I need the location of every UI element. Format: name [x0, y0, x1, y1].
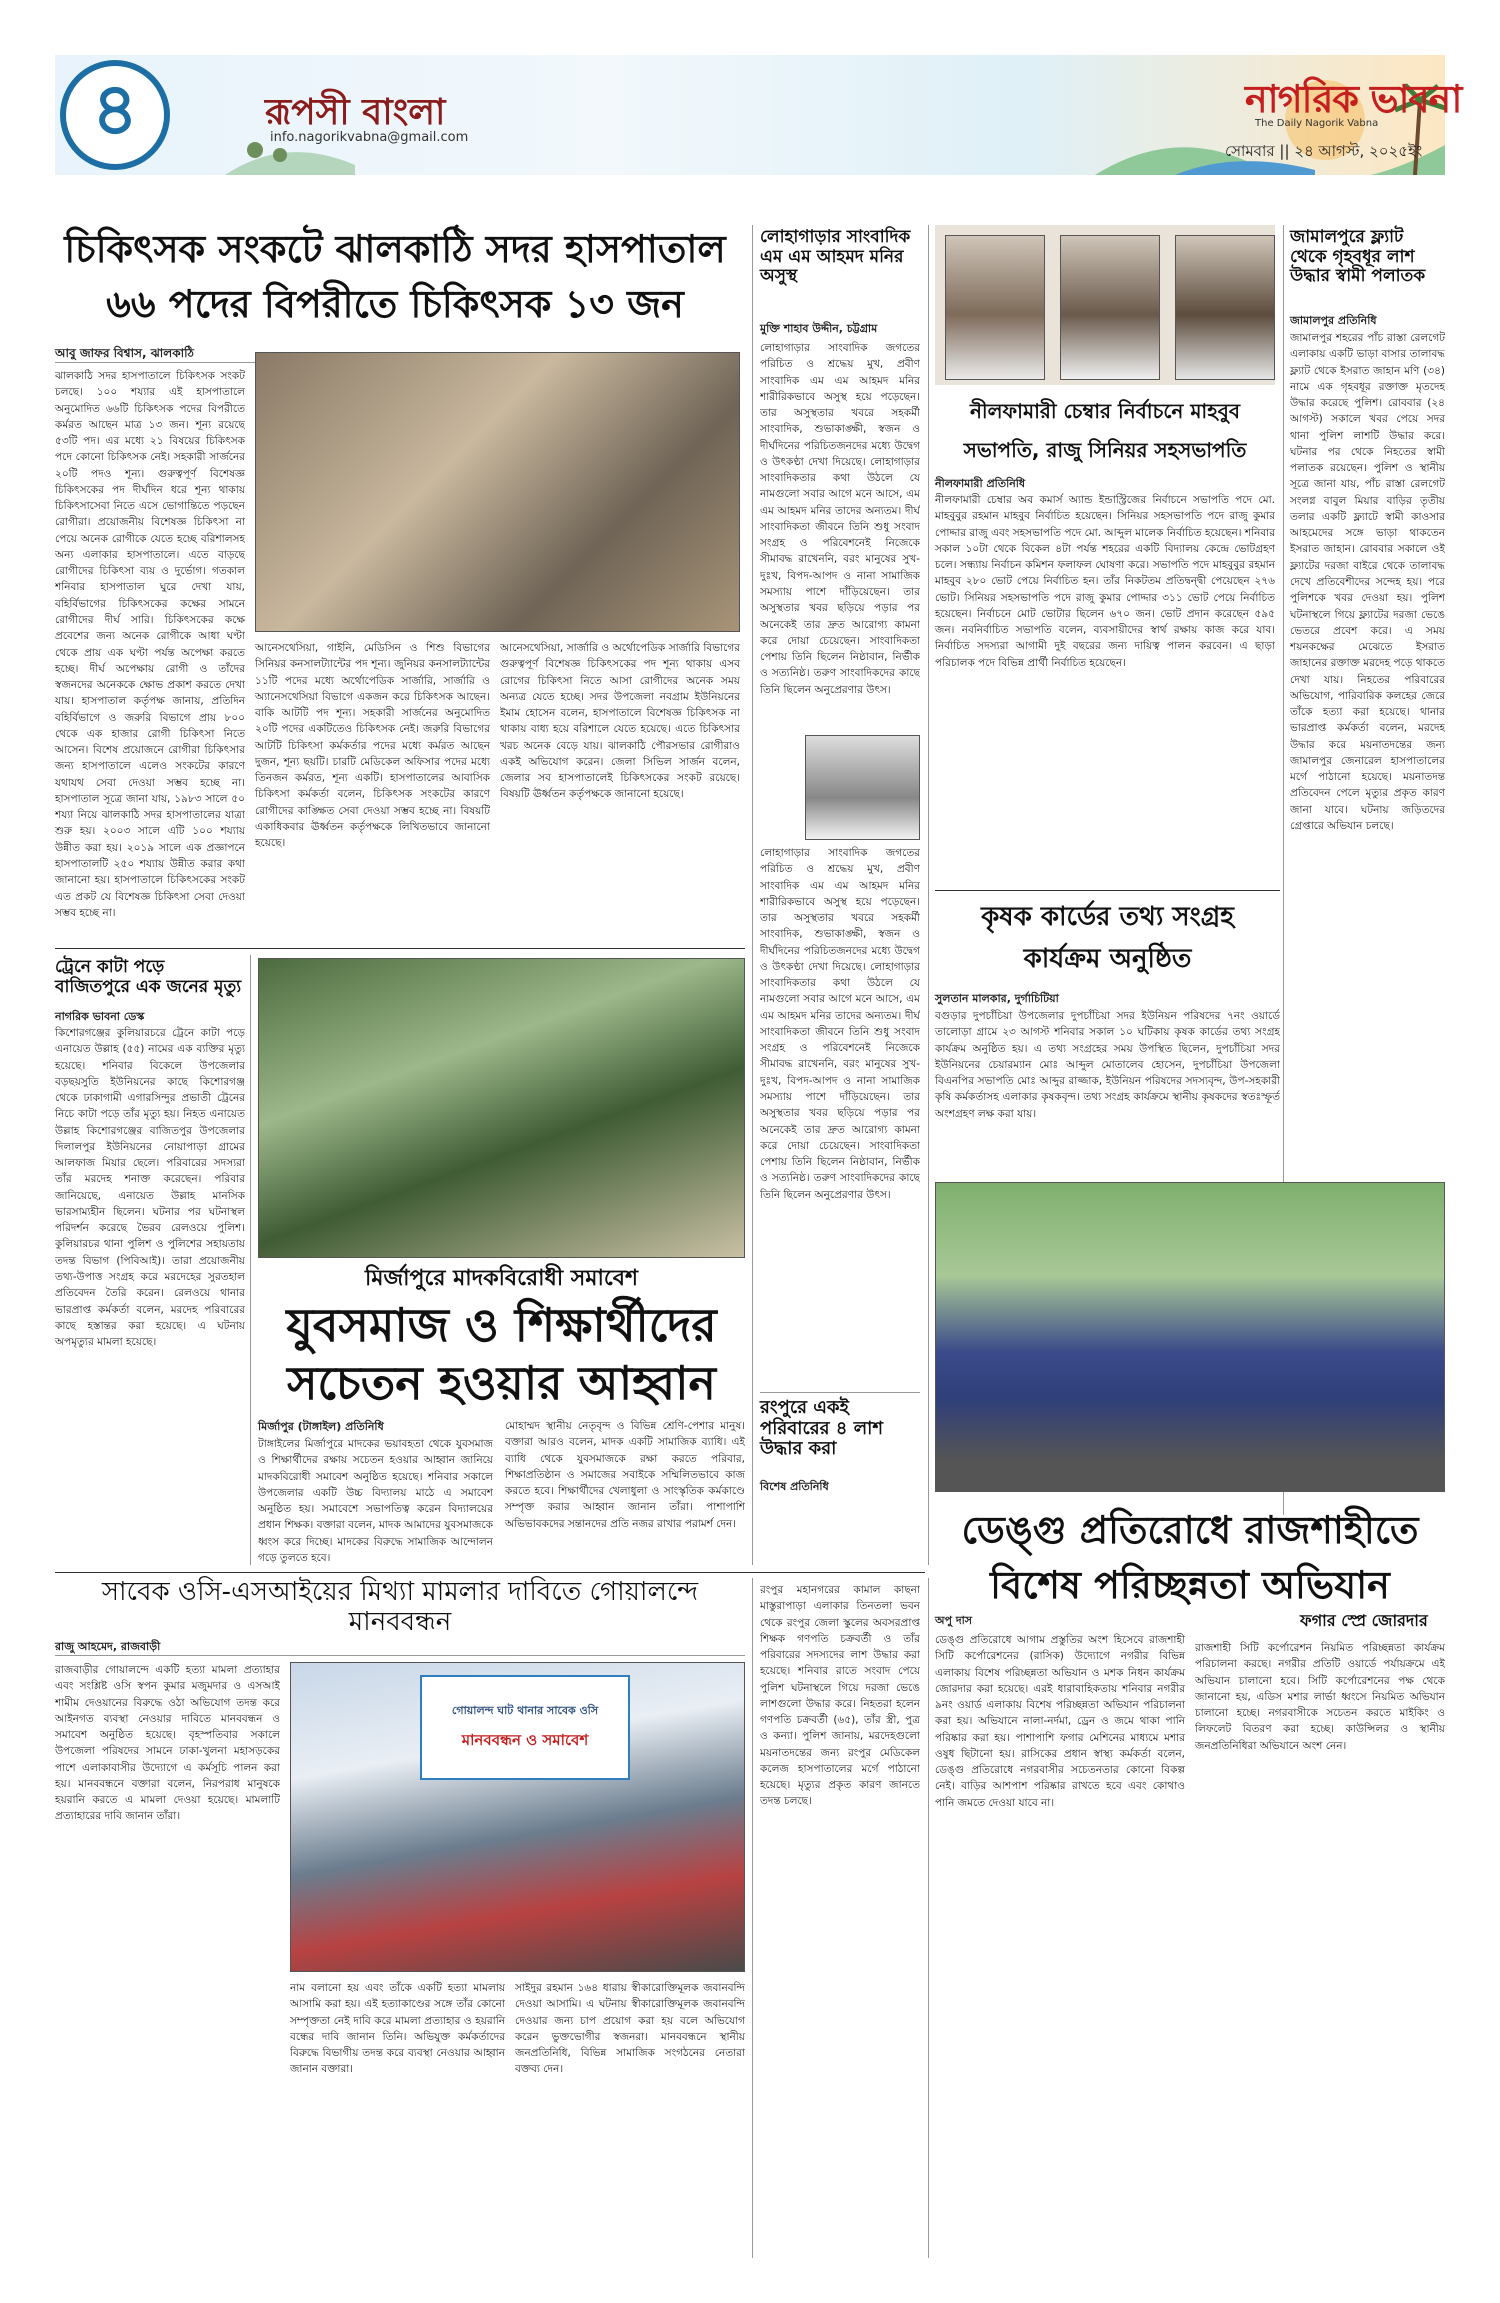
divider: [760, 1392, 920, 1393]
youth-headline-1: যুবসমাজ ও শিক্ষার্থীদের: [286, 1297, 717, 1352]
nilphamari-body: নীলফামারী চেম্বার অব কমার্স অ্যান্ড ইন্ডাস্ট্রিজের নির্বাচনে সভাপতি পদে মো. মাহবুবুর রহমান মাহবুব নির্বাচিত হয়েছেন। সিনিয়র সহসভাপতি পদে রাজু কুমার পোদ্দার রাজু এবং সহসভাপতি পদে মো. আব্দুল মালেক নির্বাচিত হয়েছেন। শনিবার সকাল ১০টা থেকে বিকেল ৪টা পর্যন্ত শহরের একটি বিদ্যালয় কেন্দ্রে ভোটগ্রহণ চলে। সন্ধ্যায় নির্বাচন কমিশন ফলাফল ঘোষণা করে। সভাপতি পদে মাহবুবুর রহমান মাহবুব ২৮০ ভোট পেয়ে নির্বাচিত হন। তাঁর নিকটতম প্রতিদ্বন্দ্বী পেয়েছেন ২৭৬ ভোট। সিনিয়র সহসভাপতি পদে রাজু কুমার পোদ্দার ৩১১ ভোট পেয়ে নির্বাচিত হয়েছেন। নির্বাচনে মোট ভোটার ছিলেন ৬৭০ জন। ভোট প্রদান করেছেন ৫৯৫ জন। নবনির্বাচিত সভাপতি বলেন, ব্যবসায়ীদের স্বার্থ রক্ষায় কাজ করে যাব। নির্বাচিত সদস্যরা আগামী দুই বছরের জন্য দায়িত্ব পালন করবেন। এ ছাড়া পরিচালক পদে বিভিন্ন প্রার্থী নির্বাচিত হয়েছেন।: [935, 494, 1275, 669]
dengue-headline-2: বিশেষ পরিচ্ছন্নতা অভিযান: [990, 1563, 1390, 1608]
goalanda-headline: সাবেক ওসি-এসআইয়ের মিথ্যা মামলার দাবিতে গোয়ালন্দে মানববন্ধন: [101, 1577, 699, 1637]
dengue-body-b: রাজশাহী সিটি কর্পোরেশন নিয়মিত পরিচ্ছন্নতা কার্যক্রম পরিচালনা করছে। নগরীর প্রতিটি ওয়ার্ডে পর্যায়ক্রমে এই অভিযান চালানো হবে। সিটি কর্পোরেশনের পক্ষ থেকে জানানো হয়, এডিস মশার লার্ভা ধ্বংসে নিয়মিত অভিযান চালানো হচ্ছে। নগরবাসীকে সচেতন করতে মাইকিং ও লিফলেট বিতরণ করা হচ্ছে। কাউন্সিলর ও স্থানীয় জনপ্রতিনিধিরা অভিযানে অংশ নেন।: [1195, 1642, 1445, 1752]
lohagara-byline: মুক্তি শাহাব উদ্দীন, চট্টগ্রাম: [760, 322, 878, 335]
story1-headline-1: চিকিৎসক সংকটে ঝালকাঠি সদর হাসপাতাল: [64, 227, 726, 272]
rally-photo: [258, 958, 745, 1258]
portrait-1: [945, 235, 1045, 380]
hospital-crowd-photo: [255, 352, 740, 632]
farmer-body: বগুড়ার দুপচাঁচিয়া উপজেলার দুপচাঁচিয়া সদর ইউনিয়ন পরিষদের ৭নং ওয়ার্ডে তালোড়া গ্রামে ২৩ আগস্ট শনিবার সকাল ১০ ঘটিকায় কৃষক কার্ডের তথ্য সংগ্রহ কার্যক্রম অনুষ্ঠিত হয়। এ তথ্য সংগ্রহের সময় উপস্থিত ছিলেন, দুপচাঁচিয়া সদর ইউনিয়নের চেয়ারম্যান মোঃ আব্দুল মোতালেব হোসেন, দুপচাঁচিয়া উপজেলা বিএনপির সভাপতি মোঃ আব্দুর রাজ্জাক, ইউনিয়ন পরিষদের সদস্যবৃন্দ, উপ-সহকারী কৃষি কর্মকর্তাসহ এলাকার কৃষকবৃন্দ। তথ্য সংগ্রহ কার্যক্রমে স্থানীয় কৃষকদের স্বতঃস্ফূর্ত অংশগ্রহণ লক্ষ করা যায়।: [935, 1010, 1280, 1120]
divider: [55, 948, 745, 949]
jamalpur-headline: জামালপুরে ফ্ল্যাট থেকে গৃহবধূর লাশ উদ্ধার স্বামী পলাতক: [1290, 227, 1426, 287]
lohagara-headline: লোহাগাড়ার সাংবাদিক এম এম আহমদ মনির অসুস্থ: [760, 227, 911, 287]
youth-body-a: টাঙ্গাইলের মির্জাপুরে মাদকের ভয়াবহতা থেকে যুবসমাজ ও শিক্ষার্থীদের রক্ষায় সচেতন হওয়ার আহ্বান জানিয়ে মাদকবিরোধী সমাবেশ অনুষ্ঠিত হয়েছে। শনিবার সকালে উপজেলার একটি উচ্চ বিদ্যালয় মাঠে এ সমাবেশ অনুষ্ঠিত হয়। সমাবেশে সভাপতিত্ব করেন বিদ্যালয়ের প্রধান শিক্ষক। বক্তারা বলেন, মাদক আমাদের যুবসমাজকে ধ্বংস করে দিচ্ছে। মাদকের বিরুদ্ধে সামাজিক আন্দোলন গড়ে তুলতে হবে।: [258, 1438, 493, 1564]
train-headline: ট্রেনে কাটা পড়ে বাজিতপুরে এক জনের মৃত্যু: [55, 957, 242, 997]
rangpur-body: রংপুর মহানগরের কামাল কাছনা মাস্তুরাপাড়া এলাকার তিনতলা ভবন থেকে রংপুর জেলা স্কুলের অবসরপ্রাপ্ত শিক্ষক গণপতি চক্রবর্তী ও তাঁর পরিবারের সদস্যদের লাশ উদ্ধার করা হয়েছে। শনিবার রাতে সংবাদ পেয়ে পুলিশ ঘটনাস্থলে গিয়ে দরজা ভেঙে লাশগুলো উদ্ধার করে। নিহতরা হলেন গণপতি চক্রবর্তী (৬৫), তাঁর স্ত্রী, পুত্র ও কন্যা। পুলিশ জানায়, মরদেহগুলো ময়নাতদন্তের জন্য রংপুর মেডিকেল কলেজ হাসপাতালের মর্গে পাঠানো হয়েছে। মৃত্যুর প্রকৃত কারণ জানতে তদন্ত চলছে।: [760, 1584, 920, 1808]
story1-headline-2: ৬৬ পদের বিপরীতে চিকিৎসক ১৩ জন: [106, 282, 684, 327]
goalanda-body-c: সাইদুর রহমান ১৬৪ ধারায় স্বীকারোক্তিমূলক জবানবন্দি দেওয়া আসামি। এ ঘটনায় স্বীকারোক্তিমূলক জবানবন্দি দেওয়ার জন্য চাপ প্রয়োগ করা হয় বলে অভিযোগ করেন ভুক্তভোগীর স্বজনরা। মানববন্ধনে স্থানীয় জনপ্রতিনিধি, বিভিন্ন সামাজিক সংগঠনের নেতারা বক্তব্য দেন।: [515, 1982, 745, 2076]
dengue-subhead: ফগার স্প্রে জোরদার: [1300, 1611, 1428, 1630]
divider: [250, 955, 251, 1565]
banner-line-1: গোয়ালন্দ ঘাট থানার সাবেক ওসি: [451, 1703, 599, 1717]
contact-email[interactable]: info.nagorikvabna@gmail.com: [270, 130, 469, 145]
divider: [752, 1578, 753, 2258]
rangpur-headline: রংপুরে একই পরিবারের ৪ লাশ উদ্ধার করা: [760, 1397, 884, 1460]
story1-body-a: ঝালকাঠি সদর হাসপাতালে চিকিৎসক সংকট চলছে। ১০০ শয্যার এই হাসপাতালে অনুমোদিত ৬৬টি চিকিৎসক পদের বিপরীতে কর্মরত আছেন মাত্র ১৩ জন। শূন্য রয়েছে ৫৩টি পদ। এর মধ্যে ২১ বিষয়ের চিকিৎসক পদে কোনো চিকিৎসক নেই। সহকারী সার্জনের ২০টি পদও শূন্য। গুরুত্বপূর্ণ বিশেষজ্ঞ চিকিৎসকের পদ দীর্ঘদিন ধরে শূন্য থাকায় চিকিৎসাসেবা নিতে এসে ভোগান্তিতে পড়ছেন রোগীরা। প্রয়োজনীয় বিশেষজ্ঞ চিকিৎসা না পেয়ে অনেক রোগীকে যেতে হচ্ছে বরিশালসহ অন্য এলাকার হাসপাতালে। এতে বাড়ছে রোগীদের চিকিৎসা ব্যয় ও দুর্ভোগ। গতকাল শনিবার হাসপাতাল ঘুরে দেখা যায়, বহির্বিভাগের চিকিৎসকের কক্ষের সামনে রোগীদের দীর্ঘ সারি। চিকিৎসকের কক্ষে প্রবেশের জন্য অনেক রোগীকে আধা ঘণ্টা থেকে প্রায় এক ঘণ্টা পর্যন্ত অপেক্ষা করতে হচ্ছে। দীর্ঘ অপেক্ষায় রোগী ও তাঁদের স্বজনদের অনেককে ক্ষোভ প্রকাশ করতে দেখা যায়। হাসপাতাল কর্তৃপক্ষ জানায়, প্রতিদিন বহির্বিভাগে ও জরুরি বিভাগে প্রায় ৮০০ থেকে এক হাজার রোগী চিকিৎসা নিতে আসেন। বিশেষ প্রয়োজনে রোগীরা চিকিৎসার জন্য হাসপাতালে এলেও সংকটের কারণে যথাযথ সেবা দেওয়া সম্ভব হচ্ছে না। হাসপাতাল সূত্রে জানা যায়, ১৯৮৩ সালে ৫০ শয্যা নিয়ে ঝালকাঠি সদর হাসপাতালের যাত্রা শুরু হয়। ২০০৩ সালে এটি ১০০ শয্যায় উন্নীত করা হয়। ২০১৯ সালে এক প্রজ্ঞাপনে হাসপাতালটি ২৫০ শয্যায় উন্নীত করার কথা জানানো হয়। হাসপাতালে চিকিৎসকের সংকট এত প্রকট যে বিশেষজ্ঞ চিকিৎসা সেবা দেওয়া সম্ভব হচ্ছে না।: [55, 370, 245, 919]
protest-banner: [420, 1675, 630, 1780]
page-number: ৪: [60, 60, 170, 170]
cleaning-workers-photo: [935, 1182, 1445, 1492]
portrait-3: [1175, 235, 1275, 380]
banner-line-2: মানববন্ধন ও সমাবেশ: [461, 1730, 589, 1749]
nilphamari-headline-2: সভাপতি, রাজু সিনিয়র সহসভাপতি: [963, 437, 1247, 462]
lohagara-body-a: লোহাগাড়ার সাংবাদিক জগতের পরিচিত ও শ্রদ্ধেয় মুখ, প্রবীণ সাংবাদিক এম এম আহমদ মনির শারীরিকভাবে অসুস্থ হয়ে পড়েছেন। তার অসুস্থতার খবরে সহকর্মী সাংবাদিক, শুভাকাঙ্ক্ষী, স্বজন ও দীর্ঘদিনের পরিচিতজনদের মধ্যে উদ্বেগ ও উৎকণ্ঠা দেখা দিয়েছে। লোহাগাড়ার সাংবাদিকতার কথা উঠলে যে নামগুলো সবার আগে মনে আসে, এম এম আহমদ মনির তাদের অন্যতম। দীর্ঘ সাংবাদিকতা জীবনে তিনি শুধু সংবাদ সংগ্রহ ও পরিবেশনেই নিজেকে সীমাবদ্ধ রাখেননি, বরং মানুষের সুখ-দুঃখ, বিপদ-আপদ ও নানা সামাজিক সমস্যায় পাশে দাঁড়িয়েছেন। তার অসুস্থতার খবর ছড়িয়ে পড়ার পর অনেকেই তার দ্রুত আরোগ্য কামনা করে দোয়া চেয়েছেন। সাংবাদিকতা পেশায় তিনি ছিলেন নিষ্ঠাবান, নির্ভীক ও সত্যনিষ্ঠ। তরুণ সাংবাদিকদের কাছে তিনি ছিলেন অনুপ্রেরণার উৎস।: [760, 342, 920, 696]
rangpur-byline: বিশেষ প্রতিনিধি: [760, 1480, 829, 1493]
train-body: কিশোরগঞ্জের কুলিয়ারচরে ট্রেনে কাটা পড়ে এনায়েত উল্লাহ (৫৫) নামের এক ব্যক্তির মৃত্যু হয়েছে। শনিবার বিকেলে উপজেলার বড়ছয়সুতি ইউনিয়নের কাছে কিশোরগঞ্জ থেকে ঢাকাগামী এগারসিন্দুর প্রভাতী ট্রেনের নিচে কাটা পড়ে তাঁর মৃত্যু হয়। নিহত এনায়েত উল্লাহ কিশোরগঞ্জের বাজিতপুর উপজেলার দিলালপুর ইউনিয়নের নোয়াপাড়া গ্রামের আলফাজ মিয়ার ছেলে। পরিবারের সদস্যরা তাঁর মরদেহ শনাক্ত করেছেন। পরিবার জানিয়েছে, এনায়েত উল্লাহ মানসিক ভারসাম্যহীন ছিলেন। ঘটনার পর ঘটনাস্থল পরিদর্শন করেছে ভৈরব রেলওয়ে পুলিশ। কুলিয়ারচর থানা পুলিশ ও পুলিশের সহায়তায় তদন্ত বিভাগ (পিবিআই)। তারা প্রয়োজনীয় তথ্য-উপাত্ত সংগ্রহ করে মরদেহের সুরতহাল প্রতিবেদন তৈরি করেন। রেলওয়ে থানার ভারপ্রাপ্ত কর্মকর্তা বলেন, মরদেহ পরিবারের কাছে হস্তান্তর করা হয়েছে। এ ঘটনায় অপমৃত্যুর মামলা হয়েছে।: [55, 1027, 245, 1349]
goalanda-body-a: রাজবাড়ীর গোয়ালন্দে একটি হত্যা মামলা প্রত্যাহার এবং সংশ্লিষ্ট ওসি স্বপন কুমার মজুমদার ও এসআই শামীম দেওয়ানের বিরুদ্ধে ওঠা অভিযোগ তদন্ত করে আইনগত ব্যবস্থা নেওয়ার দাবিতে মানববন্ধন ও সমাবেশ অনুষ্ঠিত হয়েছে। বৃহস্পতিবার সকালে উপজেলা পরিষদের সামনে ঢাকা-খুলনা মহাসড়কের পাশে এলাকাবাসীর উদ্যোগে এ কর্মসূচি পালন করা হয়। মানববন্ধনে বক্তারা বলেন, নিরপরাধ মানুষকে হয়রানি করতে এ মামলা দেওয়া হয়েছে। মামলাটি প্রত্যাহারের দাবি জানান তাঁরা।: [55, 1664, 280, 1823]
divider: [928, 1578, 929, 2258]
youth-body-b: মোহাম্মদ স্থানীয় নেতৃবৃন্দ ও বিভিন্ন শ্রেণি-পেশার মানুষ। বক্তারা আরও বলেন, মাদক একটি সামাজিক ব্যাধি। এই ব্যাধি থেকে যুবসমাজকে রক্ষা করতে পরিবার, শিক্ষাপ্রতিষ্ঠান ও সমাজের সবাইকে সম্মিলিতভাবে কাজ করতে হবে। শিক্ষার্থীদের খেলাধুলা ও সাংস্কৃতিক কর্মকাণ্ডে সম্পৃক্ত করার আহ্বান জানান তাঁরা। পাশাপাশি অভিভাবকদের সন্তানদের প্রতি নজর রাখার পরামর্শ দেন।: [505, 1420, 745, 1530]
divider: [752, 225, 753, 1565]
newspaper-logo: নাগরিক ভাবনা: [1245, 76, 1462, 121]
lohagara-body-b: লোহাগাড়ার সাংবাদিক জগতের পরিচিত ও শ্রদ্ধেয় মুখ, প্রবীণ সাংবাদিক এম এম আহমদ মনির শারীরিকভাবে অসুস্থ হয়ে পড়েছেন। তার অসুস্থতার খবরে সহকর্মী সাংবাদিক, শুভাকাঙ্ক্ষী, স্বজন ও দীর্ঘদিনের পরিচিতজনদের মধ্যে উদ্বেগ ও উৎকণ্ঠা দেখা দিয়েছে। লোহাগাড়ার সাংবাদিকতার কথা উঠলে যে নামগুলো সবার আগে মনে আসে, এম এম আহমদ মনির তাদের অন্যতম। দীর্ঘ সাংবাদিকতা জীবনে তিনি শুধু সংবাদ সংগ্রহ ও পরিবেশনেই নিজেকে সীমাবদ্ধ রাখেননি, বরং মানুষের সুখ-দুঃখ, বিপদ-আপদ ও নানা সামাজিক সমস্যায় পাশে দাঁড়িয়েছেন। তার অসুস্থতার খবর ছড়িয়ে পড়ার পর অনেকেই তার দ্রুত আরোগ্য কামনা করে দোয়া চেয়েছেন। সাংবাদিকতা পেশায় তিনি ছিলেন নিষ্ঠাবান, নির্ভীক ও সত্যনিষ্ঠ। তরুণ সাংবাদিকদের কাছে তিনি ছিলেন অনুপ্রেরণার উৎস।: [760, 847, 920, 1201]
section-title: রূপসী বাংলা: [265, 91, 446, 133]
divider: [55, 1655, 745, 1656]
dengue-body-a: ডেঙ্গু প্রতিরোধে আগাম প্রস্তুতির অংশ হিসেবে রাজশাহী সিটি কর্পোরেশনের (রাসিক) উদ্যোগে নগরীর বিভিন্ন এলাকায় বিশেষ পরিচ্ছন্নতা অভিযান ও মশক নিধন কার্যক্রম জোরদার করা হয়েছে। এরই ধারাবাহিকতায় শনিবার নগরীর ৯নং ওয়ার্ড এলাকায় বিশেষ পরিচ্ছন্নতা অভিযান পরিচালনা করা হয়। অভিযানে নালা-নর্দমা, ড্রেন ও জমে থাকা পানি পরিষ্কার করা হয়। পাশাপাশি ফগার মেশিনের মাধ্যমে মশার ওষুধ ছিটানো হয়। রাসিকের প্রধান স্বাস্থ্য কর্মকর্তা বলেন, ডেঙ্গু প্রতিরোধে নগরবাসীর সচেতনতার কোনো বিকল্প নেই। বাড়ির আশপাশ পরিষ্কার রাখতে হবে এবং কোথাও পানি জমতে দেওয়া যাবে না।: [935, 1634, 1185, 1809]
nilphamari-byline: নীলফামারী প্রতিনিধি: [935, 477, 1026, 490]
farmer-byline: সুলতান মালকার, দুর্গাচিটিয়া: [935, 992, 1059, 1005]
jamalpur-byline: জামালপুর প্রতিনিধি: [1290, 314, 1377, 327]
jamalpur-body: জামালপুর শহরের পাঁচ রাস্তা রেলগেট এলাকায় একটি ভাড়া বাসার তালাবদ্ধ ফ্ল্যাট থেকে ইসরাত জাহান মণি (৩৪) নামে এক গৃহবধূর রক্তাক্ত মৃতদেহ উদ্ধার করেছে পুলিশ। রোববার (২৪ আগস্ট) সকালে খবর পেয়ে সদর থানা পুলিশ লাশটি উদ্ধার করে। ঘটনার পর থেকে নিহতের স্বামী পলাতক রয়েছেন। পুলিশ ও স্থানীয় সূত্রে জানা যায়, পাঁচ রাস্তা রেলগেট সংলগ্ন বাবুল মিয়ার বাড়ির তৃতীয় তলার একটি ফ্ল্যাটে স্বামী কাওসার আহমেদের সঙ্গে ভাড়া থাকতেন ইসরাত জাহান। রোববার সকালে ওই ফ্ল্যাটের দরজা বাইরে থেকে তালাবদ্ধ দেখে প্রতিবেশীদের সন্দেহ হয়। পরে পুলিশকে খবর দেওয়া হয়। পুলিশ ঘটনাস্থলে গিয়ে ফ্ল্যাটের দরজা ভেঙে ভেতরে প্রবেশ করে। এ সময় শয়নকক্ষের মেঝেতে ইসরাত জাহানের রক্তাক্ত মরদেহ পড়ে থাকতে দেখা যায়। নিহতের পরিবারের অভিযোগ, পারিবারিক কলহের জেরে তাঁকে হত্যা করা হয়েছে। থানার ভারপ্রাপ্ত কর্মকর্তা বলেন, মরদেহ উদ্ধার করে ময়নাতদন্তের জন্য জামালপুর জেনারেল হাসপাতালের মর্গে পাঠানো হয়েছে। ময়নাতদন্ত প্রতিবেদন পেলে মৃত্যুর প্রকৃত কারণ জানা যাবে। ঘটনায় জড়িতদের গ্রেপ্তারে অভিযান চলছে।: [1290, 332, 1445, 832]
youth-kicker: মির্জাপুরে মাদকবিরোধী সমাবেশ: [364, 1266, 639, 1292]
farmer-headline-1: কৃষক কার্ডের তথ্য সংগ্রহ: [981, 902, 1234, 933]
goalanda-body-b: নাম বলানো হয় এবং তাঁকে একটি হত্যা মামলায় আসামি করা হয়। এই হত্যাকাণ্ডের সঙ্গে তাঁর কোনো সম্পৃক্ততা নেই দাবি করে মামলা প্রত্যাহার ও হয়রানি বন্ধের দাবি জানান তিনি। অভিযুক্ত কর্মকর্তাদের বিরুদ্ধে বিভাগীয় তদন্ত করে ব্যবস্থা নেওয়ার আহ্বান জানান বক্তারা।: [290, 1982, 505, 2076]
farmer-headline-2: কার্যক্রম অনুষ্ঠিত: [1023, 944, 1192, 975]
portrait-2: [1060, 235, 1160, 380]
story1-body-b: আনেসথেসিয়া, গাইনি, মেডিসিন ও শিশু বিভাগের সিনিয়র কনসালট্যান্টের পদ শূন্য। জুনিয়র কনসালট্যান্টের ১১টি পদের মধ্যে অর্থোপেডিক সার্জারি, সার্জারি ও অ্যানেসথেসিয়া বিভাগে একজন করে চিকিৎসক আছেন। বাকি আটটি পদ শূন্য। সহকারী সার্জনের অনুমোদিত ২০টি পদের একটিতেও চিকিৎসক নেই। জরুরি বিভাগের আটটি চিকিৎসা কর্মকর্তার পদের মধ্যে কর্মরত আছেন দুজন, শূন্য ছয়টি। চারটি মেডিকেল অফিসার পদের মধ্যে তিনজন কর্মরত, শূন্য একটি। হাসপাতালের আবাসিক চিকিৎসা কর্মকর্তা বলেন, চিকিৎসক সংকটের কারণে রোগীদের কাঙ্ক্ষিত সেবা দেওয়া সম্ভব হচ্ছে না। বিষয়টি একাধিকবার ঊর্ধ্বতন কর্তৃপক্ষকে লিখিতভাবে জানানো হয়েছে।: [255, 642, 490, 850]
journalist-portrait: [805, 735, 920, 840]
story1-body-c: আনেসথেসিয়া, সার্জারি ও অর্থোপেডিক সার্জারি বিভাগের গুরুত্বপূর্ণ বিশেষজ্ঞ চিকিৎসকের পদ শূন্য থাকায় এসব রোগের চিকিৎসা নিতে আসা রোগীদের অনেক সময় অন্যত্র যেতে হচ্ছে। সদর উপজেলা নবগ্রাম ইউনিয়নের ইমাম হোসেন বলেন, হাসপাতালে বিশেষজ্ঞ চিকিৎসক না থাকায় বাধ্য হয়ে বরিশালে যেতে হয়েছে। এতে চিকিৎসার খরচ অনেক বেড়ে যায়। ঝালকাঠি পৌরসভার রোগীরাও একই অভিযোগ করেন। জেলা সিভিল সার্জন বলেন, জেলার সব হাসপাতালেই চিকিৎসকের সংকট রয়েছে। বিষয়টি ঊর্ধ্বতন কর্তৃপক্ষকে জানানো হয়েছে।: [500, 642, 740, 801]
divider: [55, 1572, 925, 1573]
goalanda-byline: রাজু আহমেদ, রাজবাড়ী: [55, 1640, 161, 1653]
nilphamari-headline-1: নীলফামারী চেম্বার নির্বাচনে মাহবুব: [969, 398, 1241, 423]
issue-date: সোমবার || ২৪ আগস্ট, ২০২৫ইং: [1225, 142, 1423, 160]
newspaper-logo-sub: The Daily Nagorik Vabna: [1255, 118, 1379, 129]
youth-headline-2: সচেতন হওয়ার আহ্বান: [287, 1355, 716, 1410]
train-byline: নাগরিক ভাবনা ডেস্ক: [55, 1010, 145, 1023]
divider: [928, 225, 929, 1565]
dengue-headline-1: ডেঙ্গু প্রতিরোধে রাজশাহীতে: [961, 1508, 1419, 1553]
dengue-byline: অপু দাস: [935, 1614, 973, 1627]
story1-byline: আবু জাফর বিশ্বাস, ঝালকাঠি: [55, 346, 194, 360]
divider: [935, 890, 1280, 891]
youth-byline: মির্জাপুর (টাঙ্গাইল) প্রতিনিধি: [258, 1420, 384, 1433]
